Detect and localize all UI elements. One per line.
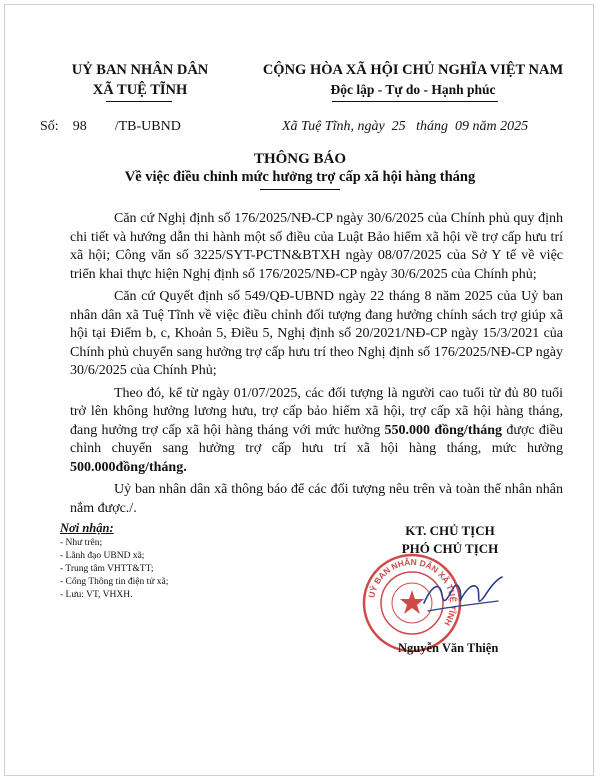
authority-line-1: UỶ BAN NHÂN DÂN (71, 62, 209, 78)
body-content (70, 210, 563, 518)
recipients-heading: Nơi nhận: (60, 521, 114, 535)
old-amount: 550.000 đồng/tháng (384, 422, 503, 438)
document-subtitle: Về việc điều chỉnh mức hưởng trợ cấp xã hội hàng tháng (124, 169, 476, 185)
adjustment-text-2: được điều chỉnh chuyển sang hưởng trợ cấp hưu trí xã hội hàng tháng, mức hưởng (70, 422, 564, 456)
recipient-item: - Lưu: VT, VHXH. (60, 590, 133, 600)
national-heading-line-1: CỘNG HÒA XÃ HỘI CHỦ NGHĨA VIỆT NAM (262, 62, 564, 78)
new-amount: 500.000đồng/tháng. (70, 459, 187, 475)
paragraph-adjustment (70, 385, 563, 478)
document-number (40, 119, 181, 135)
adjustment-text-1: Theo đó, kể từ ngày 01/07/2025, các đối tượng là người cao tuổi từ đủ 80 tuổi trở lên không hưởng lương hưu, trợ cấp bảo hiểm xã hội, trợ cấp xã hội hàng tháng, đang hưởng trợ cấp xã hội hàng tháng với mức hưởng (70, 385, 563, 438)
national-heading (258, 60, 568, 100)
signer-name: Nguyễn Văn Thiện (398, 641, 499, 655)
signature-stroke-1 (424, 577, 502, 603)
paragraph-legal-basis-2: Căn cứ Quyết định số 549/QĐ-UBND ngày 22 tháng 8 năm 2025 của Uỷ ban nhân dân xã Tuệ Tĩnh về việc điều chỉnh đối tượng đang hưởng chính sách trợ giúp xã hội tại Điểm b, c, Khoản 5, Điều 5, Nghị định số 20/2021/NĐ-CP ngày 15/3/2021 của Chính phủ chuyển sang hưởng trợ cấp hưu trí theo Nghị định số 176/2025/NĐ-CP ngày 30/6/2025 của Chính Phủ; (70, 289, 563, 378)
document-number-value: 98 (72, 119, 87, 134)
recipient-item: - Như trên; (60, 538, 103, 548)
title-underline (260, 189, 340, 190)
motto-underline (332, 101, 498, 102)
recipient-item: - Lãnh đạo UBND xã; (60, 551, 145, 561)
issuing-authority (52, 60, 228, 100)
recipients-list (60, 537, 168, 602)
authority-line-2: XÃ TUỆ TĨNH (92, 82, 188, 98)
document-title: THÔNG BÁO (253, 151, 347, 167)
authority-underline (106, 101, 172, 102)
signature-title-line-1: KT. CHỦ TỊCH (405, 523, 495, 538)
paragraph-closing: Uỷ ban nhân dân xã thông báo để các đối tượng nêu trên và toàn thể nhân nhân nắm được./. (70, 482, 563, 516)
paragraph-legal-basis-1: Căn cứ Nghị định số 176/2025/NĐ-CP ngày 30/6/2025 của Chính phủ quy định chi tiết và hướng dẫn thi hành một số điều của Luật Bảo hiểm xã hội về trợ cấp hưu trí xã hội; Công văn số 3225/SYT-PCTN&BTXH ngày 08/07/2025 của Sở Y tế về việc triển khai thực hiện Nghị định số 176/2025/NĐ-CP ngày 30/6/2025 của Chính phủ; (70, 211, 563, 282)
document-number-suffix: /TB-UBND (114, 119, 181, 134)
signature-stroke-2 (428, 601, 498, 611)
document-number-prefix: Số: (40, 119, 59, 134)
document-date: Xã Tuệ Tĩnh, ngày 25 tháng 09 năm 2025 (282, 119, 529, 134)
seal-text: UỶ BAN NHÂN DÂN XÃ TUỆ TĨNH (366, 556, 459, 628)
recipient-item: - Trung tâm VHTT&TT; (60, 564, 154, 574)
handwritten-signature (418, 567, 506, 621)
national-motto: Độc lập - Tự do - Hạnh phúc (330, 82, 496, 97)
recipient-item: - Cổng Thông tin điện tử xã; (60, 577, 169, 587)
signature-title-line-2: PHÓ CHỦ TỊCH (401, 541, 499, 556)
